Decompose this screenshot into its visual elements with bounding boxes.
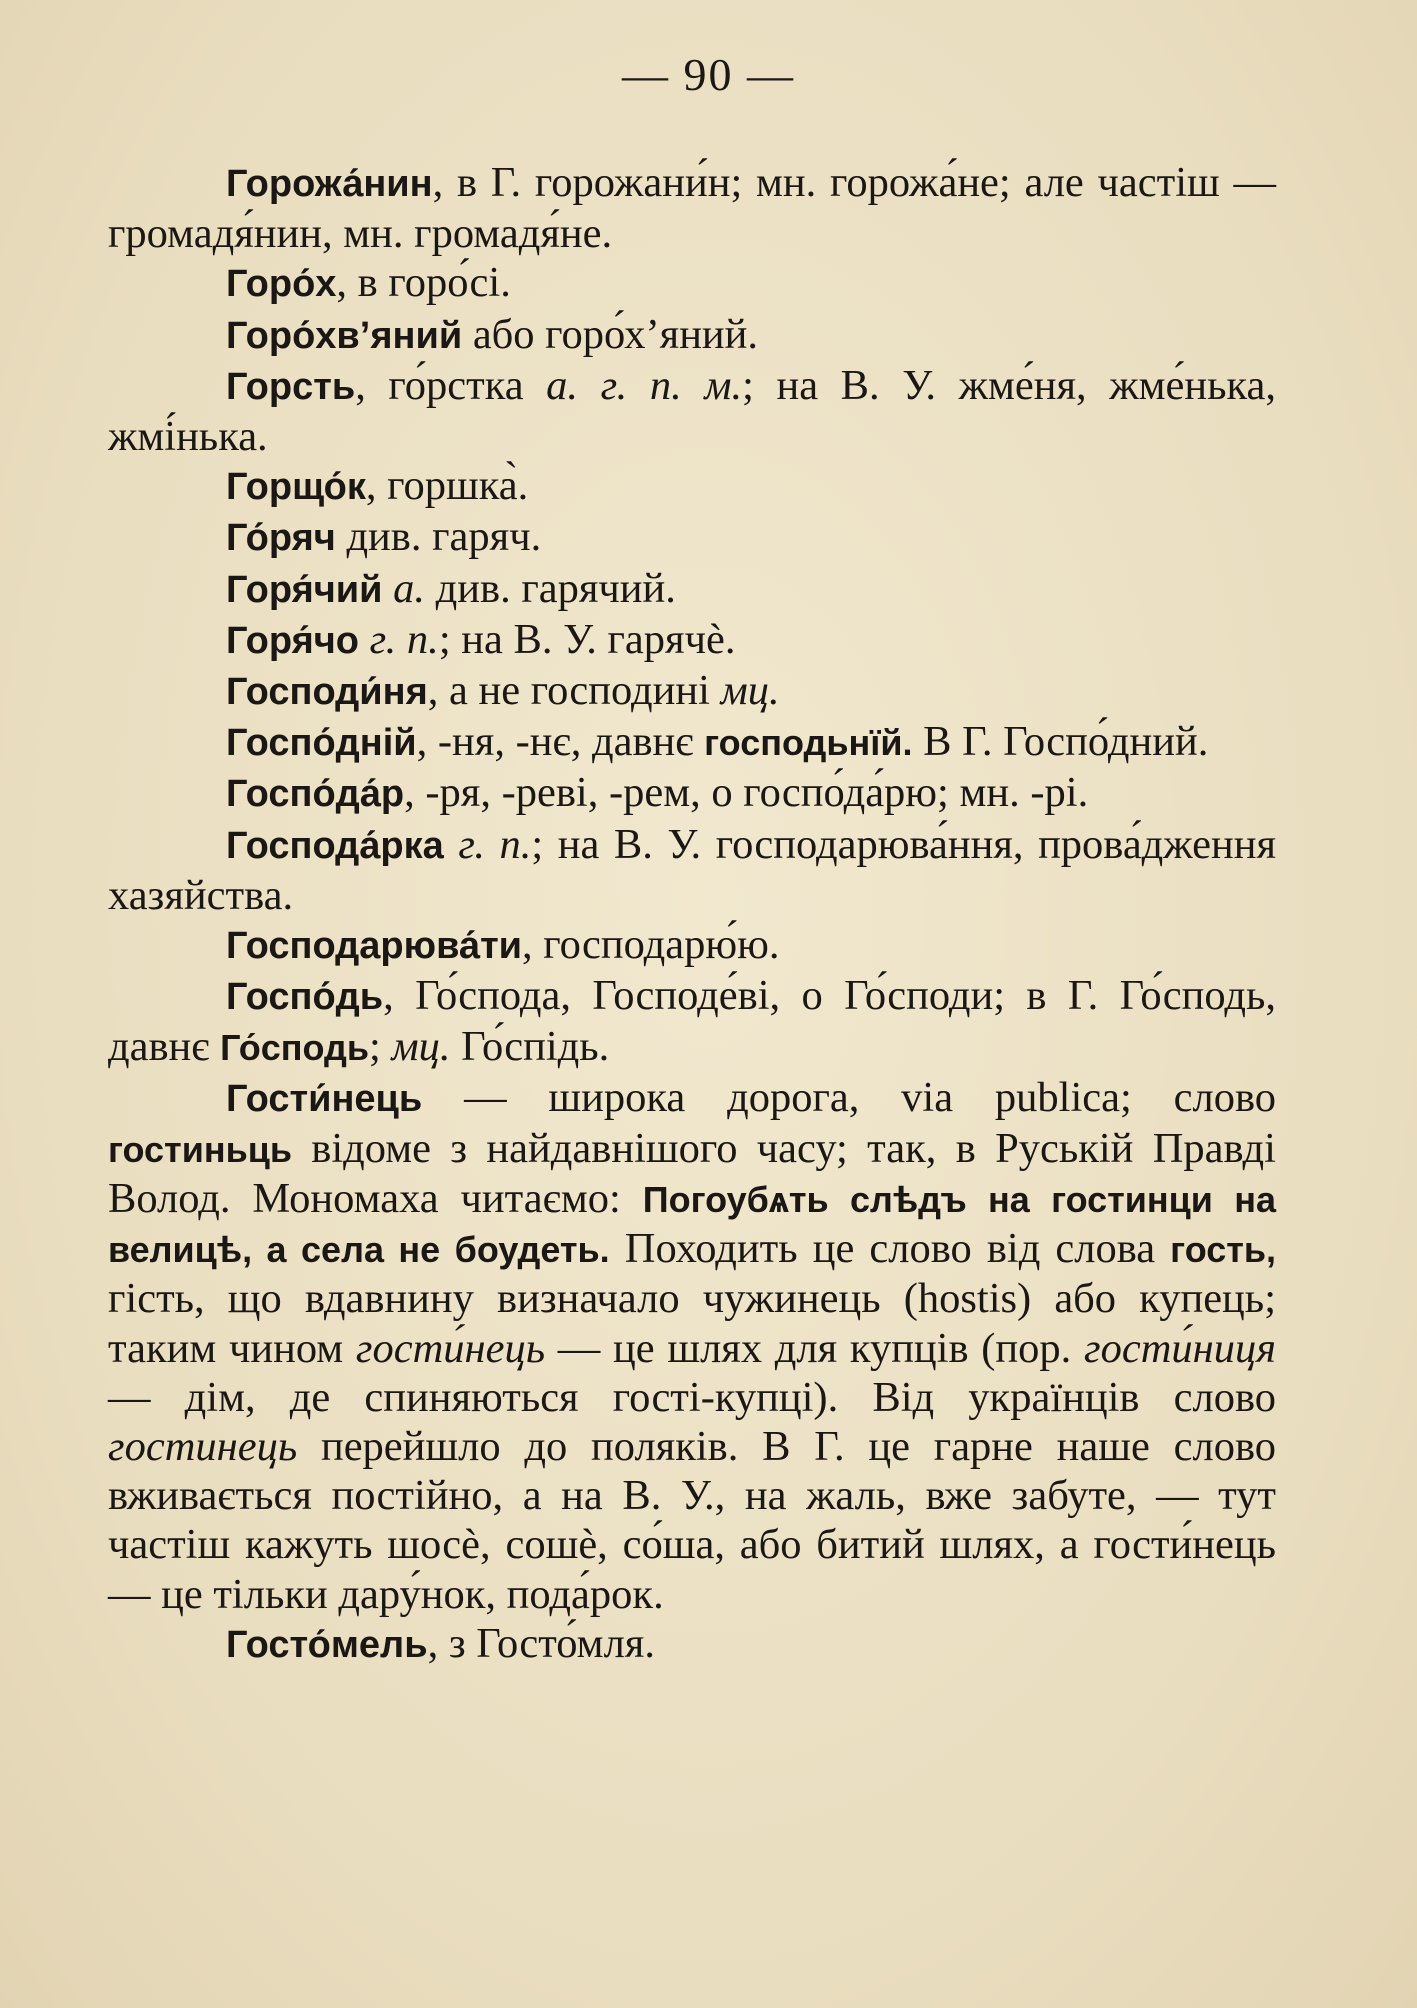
entry-text [444,821,459,868]
headword: Госпо́дній [226,722,417,765]
abbreviation: гости́ниця [1084,1324,1276,1372]
entry-text: , з Госто́мля. [427,1619,655,1667]
abbreviation: мц. [391,1023,451,1071]
dictionary-entry [108,158,1276,258]
dictionary-entry [108,768,1276,819]
dictionary-entry [108,717,1276,768]
dictionary-entry [108,820,1276,920]
entry-text [359,616,370,663]
dictionary-entry [108,1619,1276,1670]
old-slavonic-word: гостиньць [108,1128,292,1170]
dictionary-entry [108,615,1276,666]
entry-text: див. гарячий. [425,564,676,612]
abbreviation: гостинець [108,1423,298,1471]
dictionary-text [108,158,1276,1670]
old-slavonic-word: Погоубѧть слѣдъ на гостинци на велицѣ, а села не боудеть. [108,1179,1276,1271]
entry-text: Го́спідь. [450,1023,610,1071]
entry-text: , Го́спода, Господе́ві, о Го́споди; в Г. Го́сподь, давнє [108,972,1276,1071]
entry-text: ; на В. У. господарюва́ння, прова́дження хазяйства. [108,820,1277,919]
dictionary-entry [108,361,1276,461]
entry-text: Походить це слово від слова [609,1225,1171,1273]
entry-text: гість, що вдавнину визначало чужинець (hostis) або купець; таким чином [108,1275,1276,1372]
entry-text: В Г. Госпо́дний. [912,718,1209,766]
headword: Горя́чо [226,619,360,662]
old-slavonic-word: господьнїй. [704,722,913,764]
entry-text: відоме з найдавнішого часу; так, в Руській Правді Волод. Мономаха читаємо: [108,1124,1276,1223]
entry-text: ; на В. У. гарячѐ. [438,615,736,663]
entry-text: — дім, де спиняються гості-купці). Від українців слово [108,1373,1276,1421]
headword: Горо́х [226,263,337,306]
headword: Горя́чий [226,568,383,611]
headword: Господарюва́ти [226,925,523,968]
headword: Горсть [226,365,356,408]
entry-text: , в горо́сі. [336,259,511,307]
abbreviation: г. п. [458,820,532,868]
headword: Горожа́нин [226,163,433,205]
abbreviation: а. г. п. м. [546,361,743,409]
entry-text [383,565,394,612]
headword: Господи́ня [226,671,428,714]
abbreviation: г. п. [369,615,439,663]
entry-text: , господарю́ю. [522,921,780,969]
old-slavonic-word: Го́сподь [220,1027,370,1069]
entry-text: ; [369,1023,392,1071]
headword: Госпо́да́р [226,773,405,816]
dictionary-entry [108,461,1276,512]
entry-text: — це шлях для купців (пор. [545,1324,1085,1372]
entry-text: , -ря, -реві, -рем, о госпо́да́рю; мн. -рі. [404,769,1089,817]
entry-text: — широка дорога, via publica; слово [422,1073,1276,1121]
entry-text: , а не господині [427,667,721,715]
headword: Го́ряч [226,517,336,560]
headword: Горо́хв’яний [226,314,463,357]
old-slavonic-word: гость, [1170,1229,1276,1271]
headword: Господа́рка [226,824,444,867]
dictionary-entry [108,512,1276,563]
entry-text: або горо́х’яний. [462,310,759,358]
entry-text: ; на В. У. жме́ня, жме́нька, жмі́нька. [108,361,1276,461]
headword: Госпо́дь [226,976,384,1019]
entry-text: , горшка̀. [365,462,529,510]
dictionary-entry [108,564,1276,615]
abbreviation: а. [393,564,426,612]
page-number: — 90 — [622,49,795,100]
entry-text: , го́рстка [355,361,547,409]
dictionary-entry [108,258,1276,309]
headword: Горщо́к [226,466,366,509]
dictionary-entry [108,310,1276,361]
headword: Гости́нець [226,1077,423,1120]
abbreviation: мц. [720,667,780,715]
abbreviation: гости́нець [355,1324,546,1372]
entry-text: , в Г. горожани́н; мн. горожа́не; але частіш — громадя́нин, мн. громадя́не. [108,159,1276,258]
dictionary-entry [108,920,1276,971]
entry-text: див. гаряч. [335,513,542,561]
entry-text: , -ня, -нє, давнє [416,718,705,766]
dictionary-entry [108,666,1276,717]
dictionary-entry [108,971,1276,1072]
headword: Госто́мель [226,1623,428,1666]
entry-text: перейшло до поляків. В Г. це гарне наше слово вживається постійно, а на В. У., на жаль, вже забуте, — тут частіш кажуть шосѐ, сошѐ, со́ша, або битий шлях, а гости́нець — це тільки дару́нок, пода́рок. [108,1423,1276,1618]
dictionary-entry [108,1073,1276,1619]
